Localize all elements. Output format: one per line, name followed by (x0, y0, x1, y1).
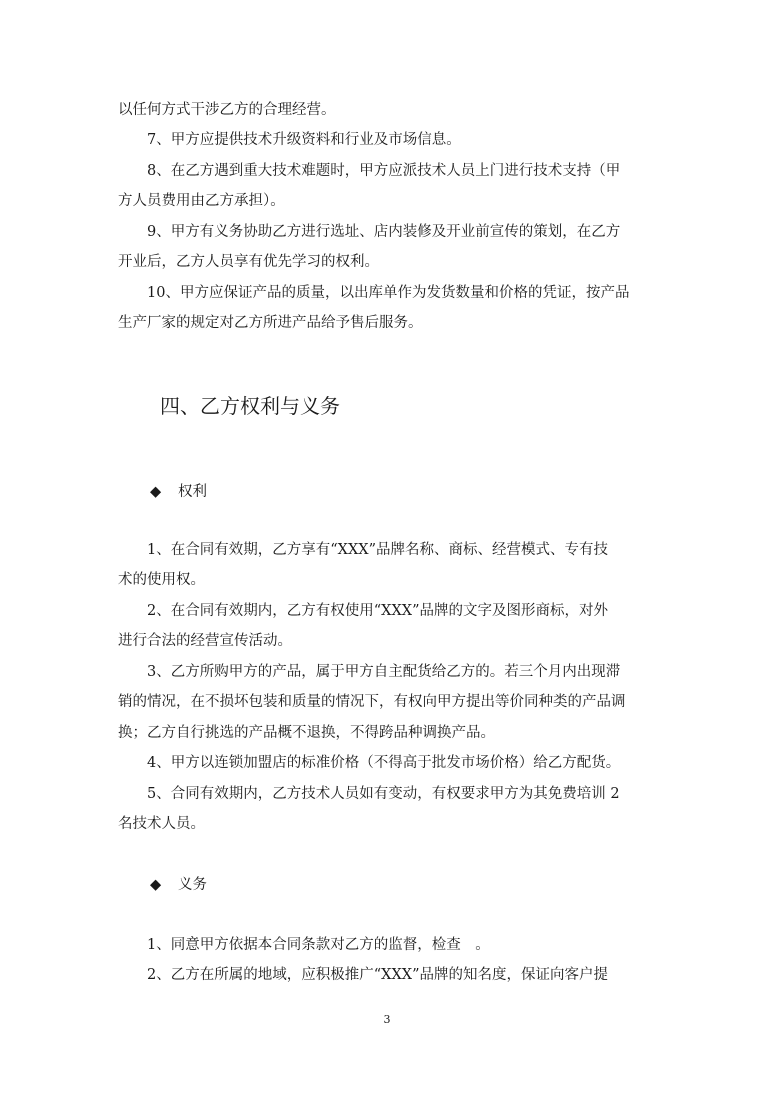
text-line: 10、甲方应保证产品的质量，以出库单作为发货数量和价格的凭证，按产品 (118, 285, 630, 301)
text-line: 生产厂家的规定对乙方所进产品给予售后服务。 (118, 315, 423, 331)
text-line: 开业后，乙方人员享有优先学习的权利。 (118, 254, 379, 270)
text-line: 进行合法的经营宣传活动。 (118, 633, 292, 649)
text-line: 8、在乙方遇到重大技术难题时，甲方应派技术人员上门进行技术支持（甲 (118, 163, 621, 179)
subsection-label: 权利 (178, 484, 207, 500)
text-line: 1、同意甲方依据本合同条款对乙方的监督，检查 。 (118, 937, 490, 953)
subsection-rights (150, 482, 207, 502)
section-heading: 四、乙方权利与义务 (160, 394, 340, 418)
diamond-bullet-icon: ◆ (150, 484, 162, 500)
text-line: 9、甲方有义务协助乙方进行选址、店内装修及开业前宣传的策划，在乙方 (118, 224, 621, 240)
text-line: 销的情况，在不损坏包装和质量的情况下，有权向甲方提出等价同种类的产品调 (118, 694, 626, 710)
diamond-bullet-icon: ◆ (150, 877, 162, 893)
text-line: 4、甲方以连锁加盟店的标准价格（不得高于批发市场价格）给乙方配货。 (118, 755, 621, 771)
text-line: 术的使用权。 (118, 572, 205, 588)
text-line: 1、在合同有效期，乙方享有“XXX”品牌名称、商标、经营模式、专有技 (118, 542, 609, 558)
text-line: 7、甲方应提供技术升级资料和行业及市场信息。 (118, 132, 461, 148)
text-line: 2、乙方在所属的地域，应积极推广“XXX”品牌的知名度，保证向客户提 (118, 967, 609, 983)
text-line: 5、合同有效期内，乙方技术人员如有变动，有权要求甲方为其免费培训 2 (118, 786, 620, 802)
text-line: 换；乙方自行挑选的产品概不退换，不得跨品种调换产品。 (118, 725, 495, 741)
page-number: 3 (383, 1013, 391, 1026)
text-line: 以任何方式干涉乙方的合理经营。 (118, 102, 336, 118)
subsection-label: 义务 (178, 877, 207, 893)
text-line: 方人员费用由乙方承担）。 (118, 193, 285, 209)
subsection-duties (150, 875, 207, 895)
text-line: 名技术人员。 (118, 816, 205, 832)
text-line: 2、在合同有效期内，乙方有权使用“XXX”品牌的文字及图形商标，对外 (118, 603, 609, 619)
text-line: 3、乙方所购甲方的产品，属于甲方自主配货给乙方的。若三个月内出现滞 (118, 664, 621, 680)
